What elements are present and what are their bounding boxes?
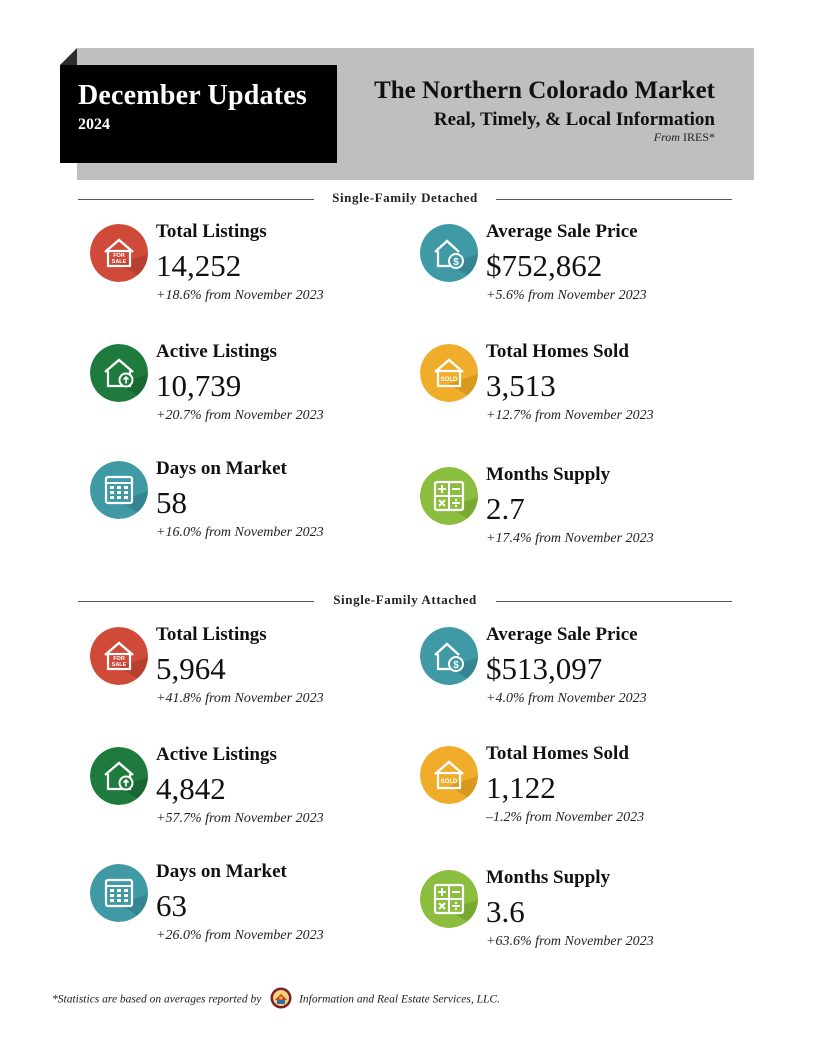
stat-total-homes-sold-detached <box>420 341 740 436</box>
stat-value: 10,739 <box>156 368 242 403</box>
stat-change: +26.0% from November 2023 <box>156 928 324 943</box>
header-fold <box>60 48 77 65</box>
stat-total-listings-attached <box>90 624 410 719</box>
calendar-icon <box>90 461 148 519</box>
stat-average-sale-price-attached <box>420 624 740 719</box>
stat-change: +63.6% from November 2023 <box>486 934 654 949</box>
svg-text:FOR: FOR <box>113 656 125 662</box>
footer-organization: Information and Real Estate Services, LLC. <box>299 993 500 1006</box>
stat-value: 1,122 <box>486 770 556 805</box>
divider-line <box>496 199 732 200</box>
section-divider-attached <box>78 594 732 608</box>
stat-value: 58 <box>156 485 187 520</box>
for-sale-house-icon <box>90 224 148 282</box>
stat-active-listings-detached <box>90 341 410 436</box>
stat-change: +57.7% from November 2023 <box>156 811 324 826</box>
footer-text: *Statistics are based on averages reported by <box>52 993 262 1006</box>
stat-value: 4,842 <box>156 771 226 806</box>
stat-change: +17.4% from November 2023 <box>486 531 654 546</box>
stat-change: +41.8% from November 2023 <box>156 691 324 706</box>
stat-value: 2.7 <box>486 491 525 526</box>
stat-value: $513,097 <box>486 651 603 686</box>
stat-label: Active Listings <box>156 341 277 362</box>
stat-change: +4.0% from November 2023 <box>486 691 647 706</box>
section-title: Single-Family Detached <box>332 190 478 205</box>
svg-text:$: $ <box>453 660 459 671</box>
stat-days-on-market-attached <box>90 861 410 956</box>
for-sale-house-icon <box>90 627 148 685</box>
section-divider-detached <box>78 192 732 206</box>
house-upload-icon <box>90 344 148 402</box>
divider-line <box>496 601 732 602</box>
stat-value: 3.6 <box>486 894 525 929</box>
stat-value: $752,862 <box>486 248 603 283</box>
sold-house-icon <box>420 344 478 402</box>
house-dollar-icon <box>420 627 478 685</box>
stat-label: Total Homes Sold <box>486 341 629 362</box>
stat-change: +12.7% from November 2023 <box>486 408 654 423</box>
stat-total-homes-sold-attached <box>420 743 740 838</box>
source-line <box>654 130 715 145</box>
svg-text:SALE: SALE <box>111 259 127 265</box>
market-title: The Northern Colorado Market <box>374 77 715 104</box>
svg-text:FOR: FOR <box>113 253 125 259</box>
svg-text:SOLD: SOLD <box>440 377 458 383</box>
stat-change: +5.6% from November 2023 <box>486 288 647 303</box>
stat-days-on-market-detached <box>90 458 410 553</box>
ires-logo-icon <box>270 987 292 1009</box>
page-title: December Updates <box>78 80 307 111</box>
stat-label: Total Listings <box>156 624 267 645</box>
svg-text:$: $ <box>453 257 459 268</box>
stat-label: Months Supply <box>486 867 611 888</box>
stat-label: Average Sale Price <box>486 624 638 645</box>
svg-text:SALE: SALE <box>111 662 127 668</box>
svg-text:SOLD: SOLD <box>440 779 458 785</box>
source-prefix: From <box>653 130 680 144</box>
footer-note <box>52 989 500 1011</box>
stat-change: –1.2% from November 2023 <box>486 810 645 825</box>
market-subtitle: Real, Timely, & Local Information <box>433 109 715 130</box>
calculator-icon <box>420 870 478 928</box>
source-name: IRES* <box>682 130 715 144</box>
stat-label: Total Listings <box>156 221 267 242</box>
stat-change: +18.6% from November 2023 <box>156 288 324 303</box>
stat-value: 63 <box>156 888 187 923</box>
stat-months-supply-attached <box>420 867 740 962</box>
stat-label: Average Sale Price <box>486 221 638 242</box>
stat-label: Active Listings <box>156 744 277 765</box>
stat-total-listings-detached <box>90 221 410 316</box>
stat-active-listings-attached <box>90 744 410 839</box>
house-upload-icon <box>90 747 148 805</box>
stat-label: Days on Market <box>156 458 287 479</box>
calculator-icon <box>420 467 478 525</box>
house-dollar-icon <box>420 224 478 282</box>
stat-change: +16.0% from November 2023 <box>156 525 324 540</box>
section-title: Single-Family Attached <box>333 592 477 607</box>
stat-label: Total Homes Sold <box>486 743 629 764</box>
stat-value: 14,252 <box>156 248 242 283</box>
stat-value: 3,513 <box>486 368 556 403</box>
stat-value: 5,964 <box>156 651 226 686</box>
stat-average-sale-price-detached <box>420 221 740 316</box>
calendar-icon <box>90 864 148 922</box>
page-year: 2024 <box>78 116 110 133</box>
stat-label: Months Supply <box>486 464 611 485</box>
stat-months-supply-detached <box>420 464 740 559</box>
stat-label: Days on Market <box>156 861 287 882</box>
stat-change: +20.7% from November 2023 <box>156 408 324 423</box>
sold-house-icon <box>420 746 478 804</box>
